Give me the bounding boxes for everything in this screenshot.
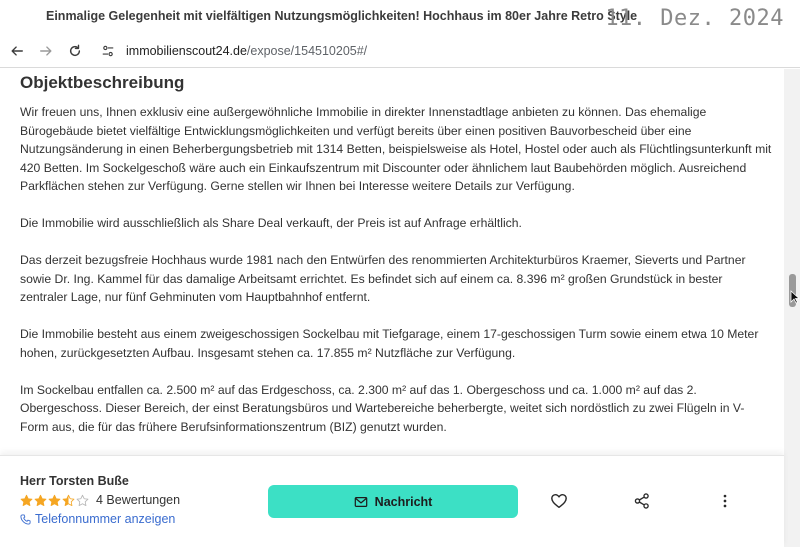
share-icon — [633, 492, 651, 510]
description-paragraph: Die Immobilie wird ausschließlich als Share Deal verkauft, der Preis ist auf Anfrage erhältlich. — [20, 216, 522, 230]
page-scrollbar[interactable] — [784, 69, 800, 547]
phone-icon — [20, 514, 31, 525]
star-icon — [20, 494, 33, 507]
favorite-button[interactable] — [548, 490, 570, 512]
site-settings-icon[interactable] — [100, 43, 116, 59]
expose-content — [0, 69, 784, 455]
show-phone-link[interactable] — [20, 512, 175, 526]
window-titlebar — [0, 0, 800, 34]
url-domain: immobilienscout24.de — [126, 44, 247, 58]
share-button[interactable] — [631, 490, 653, 512]
section-title: Objektbeschreibung — [20, 73, 185, 92]
url-path: /expose/154510205#/ — [246, 44, 368, 58]
envelope-icon — [354, 495, 368, 509]
forward-arrow-icon — [39, 44, 53, 58]
agent-rating[interactable] — [20, 493, 180, 507]
description-paragraph: Die Immobilie besteht aus einem zweigeschossigen Sockelbau mit Tiefgarage, einem 17-geschossigen Turm sowie einem etwa 10 Meter hohen, zurückgesetzten Aufbau. Insgesamt stehen ca. 17.855 m² Nutzfläche zur Verfügung. — [20, 327, 759, 360]
forward-button[interactable] — [35, 40, 57, 62]
date-stamp: 11. Dez. 2024 — [605, 6, 784, 31]
message-button[interactable] — [268, 485, 518, 518]
address-bar[interactable] — [100, 40, 367, 62]
browser-toolbar — [0, 34, 800, 68]
reviews-count[interactable]: 4 Bewertungen — [96, 493, 181, 507]
show-phone-label[interactable]: Telefonnummer anzeigen — [35, 512, 176, 526]
description-text — [20, 103, 772, 455]
message-button-label: Nachricht — [374, 494, 433, 509]
star-icon — [48, 494, 61, 507]
window-title: Einmalige Gelegenheit mit vielfältigen Nutzungsmöglichkeiten! Hochhaus im 80er Jahre Retro Style — [46, 9, 638, 23]
star-icon — [76, 494, 89, 507]
heart-icon — [550, 492, 568, 510]
reload-icon — [68, 44, 82, 58]
reload-button[interactable] — [64, 40, 86, 62]
description-paragraph: Im Sockelbau entfallen ca. 2.500 m² auf das Erdgeschoss, ca. 2.300 m² auf das 1. Obergeschoss und ca. 1.000 m² auf das 2. Obergeschoss. Dieser Bereich, der einst Beratungsbüros und Wartebereiche beherbergte, weitet sich nordöstlich zu zwei Flügeln in V-Form aus, die für das frühere Berufsinformationszentrum (BIZ) genutzt wurden. — [20, 382, 745, 434]
agent-name: Herr Torsten Buße — [20, 474, 129, 488]
star-icon — [34, 494, 47, 507]
contact-bar — [0, 455, 784, 547]
description-paragraph: Wir freuen uns, Ihnen exklusiv eine außergewöhnliche Immobilie in direkter Innenstadtlage anbieten zu können. Das ehemalige Bürogebäude bietet vielfältige Entwicklungsmöglichkeiten und verfügt bereits über einen positiven Bauvorbescheid über eine Nutzungsänderung in einen Beherbergungsbetrieb mit 1314 Betten, beispielsweise als Hotel, Hostel oder auch als Flüchtlingsunterkunft mit 420 Betten. Im Sockelgeschoß wäre auch ein Einkaufszentrum mit Discounter oder ähnlichem laut Baubehörden möglich. Ausreichend Parkflächen stehen zur Verfügung. Gerne stellen wir Ihnen bei Interesse weitere Details zur Verfügung. — [20, 105, 772, 193]
back-button[interactable] — [6, 40, 28, 62]
star-icon — [62, 494, 75, 507]
mouse-cursor-icon — [790, 290, 800, 304]
more-options-button[interactable] — [714, 490, 736, 512]
description-paragraph: Das derzeit bezugsfreie Hochhaus wurde 1981 nach den Entwürfen des renommierten Architekturbüros Kraemer, Sieverts und Partner sowie Dr. Ing. Kammel für das damalige Arbeitsamt errichtet. Es befindet sich auf einem ca. 8.396 m² großen Grundstück in bester zentraler Lage, nur fünf Gehminuten vom Hauptbahnhof entfernt. — [20, 253, 746, 304]
back-arrow-icon — [10, 44, 24, 58]
rating-stars — [20, 494, 90, 507]
more-vertical-icon — [716, 492, 734, 510]
